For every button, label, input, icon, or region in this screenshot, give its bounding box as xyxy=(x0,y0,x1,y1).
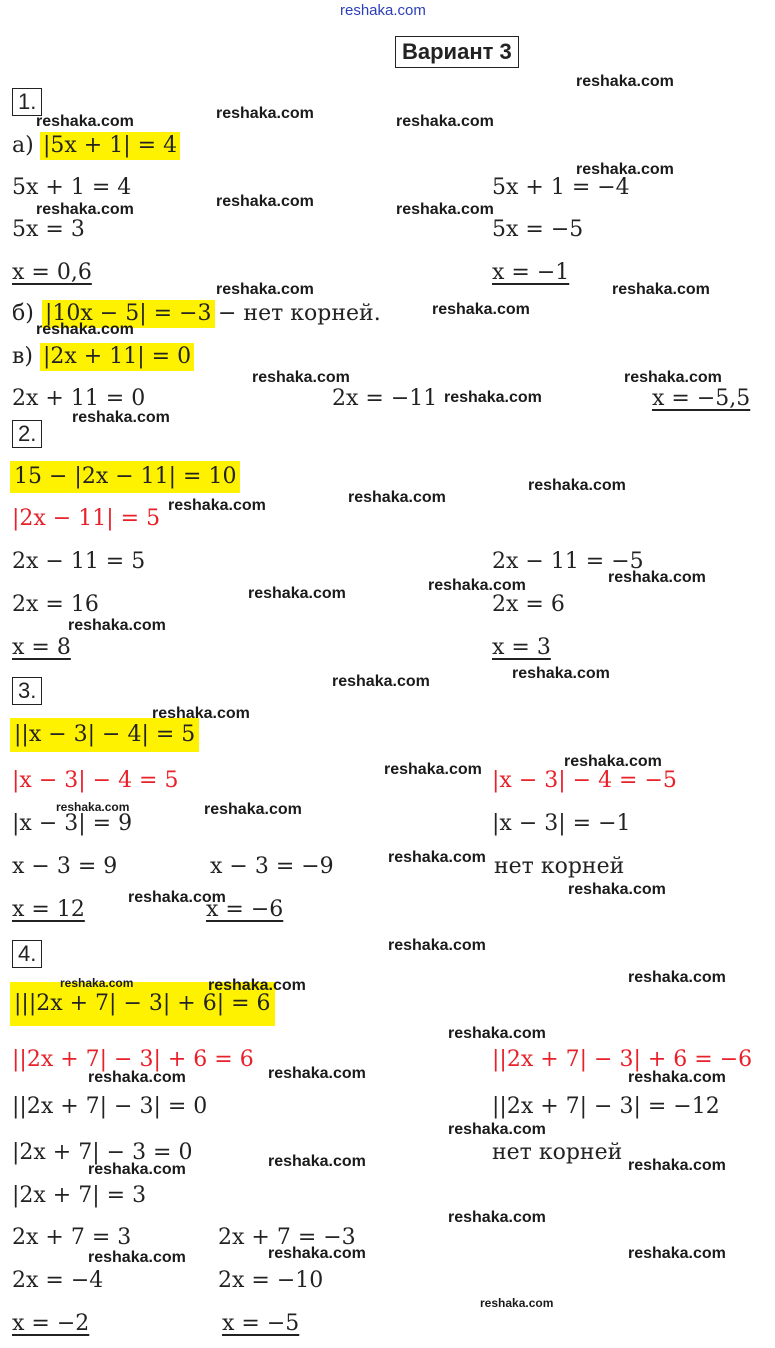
watermark: reshaka.com xyxy=(448,1121,546,1138)
watermark: reshaka.com xyxy=(608,569,706,586)
task-4-reduced-left: ||2x + 7| − 3| + 6 = 6 xyxy=(12,1047,254,1072)
watermark: reshaka.com xyxy=(152,705,250,722)
watermark: reshaka.com xyxy=(628,1245,726,1262)
task-4-number: 4. xyxy=(12,940,42,968)
task-2-equation: 15 − |2x − 11| = 10 xyxy=(10,461,240,493)
watermark: reshaka.com xyxy=(428,577,526,594)
task-1b-equation: |10x − 5| = −3 xyxy=(42,300,215,328)
watermark: reshaka.com xyxy=(384,761,482,778)
watermark: reshaka.com xyxy=(332,673,430,690)
watermark: reshaka.com xyxy=(36,113,134,130)
watermark: reshaka.com xyxy=(480,1296,554,1310)
task-1a-label: а) xyxy=(12,133,34,158)
watermark: reshaka.com xyxy=(204,801,302,818)
watermark: reshaka.com xyxy=(60,976,134,990)
watermark: reshaka.com xyxy=(268,1065,366,1082)
watermark: reshaka.com xyxy=(576,73,674,90)
task-3-left-step-2b: x − 3 = −9 xyxy=(210,854,334,879)
task-1a-left-answer: x = 0,6 xyxy=(12,260,92,285)
watermark: reshaka.com xyxy=(216,105,314,122)
task-1v-equation: |2x + 11| = 0 xyxy=(40,343,194,371)
task-3-right-step-1: |x − 3| = −1 xyxy=(492,811,631,836)
watermark: reshaka.com xyxy=(396,201,494,218)
task-4-left-step-1: ||2x + 7| − 3| = 0 xyxy=(12,1094,208,1119)
watermark: reshaka.com xyxy=(68,617,166,634)
watermark: reshaka.com xyxy=(88,1249,186,1266)
task-4-equation: |||2x + 7| − 3| + 6| = 6 xyxy=(10,982,275,1026)
watermark: reshaka.com xyxy=(216,193,314,210)
task-3-left-step-1: |x − 3| = 9 xyxy=(12,811,133,836)
task-1a-right-step-2: 5x = −5 xyxy=(492,217,584,242)
watermark: reshaka.com xyxy=(268,1245,366,1262)
task-2-reduced: |2x − 11| = 5 xyxy=(12,506,161,531)
watermark: reshaka.com xyxy=(628,969,726,986)
watermark: reshaka.com xyxy=(388,849,486,866)
page-title: Вариант 3 xyxy=(395,36,519,68)
watermark: reshaka.com xyxy=(628,1157,726,1174)
watermark: reshaka.com xyxy=(576,161,674,178)
watermark: reshaka.com xyxy=(128,889,226,906)
task-4-left-step-2: |2x + 7| − 3 = 0 xyxy=(12,1140,193,1165)
watermark: reshaka.com xyxy=(528,477,626,494)
watermark: reshaka.com xyxy=(432,301,530,318)
watermark: reshaka.com xyxy=(248,585,346,602)
task-4-answer-b: x = −5 xyxy=(222,1311,300,1336)
watermark: reshaka.com xyxy=(388,937,486,954)
task-3-left-step-2a: x − 3 = 9 xyxy=(12,854,118,879)
watermark: reshaka.com xyxy=(348,489,446,506)
task-1v-label: в) xyxy=(12,344,33,369)
watermark: reshaka.com xyxy=(252,369,350,386)
task-4-reduced-right: ||2x + 7| − 3| + 6 = −6 xyxy=(492,1047,753,1072)
watermark: reshaka.com xyxy=(56,800,130,814)
task-4-right-step-1: ||2x + 7| − 3| = −12 xyxy=(492,1094,720,1119)
task-4-step-5b: 2x = −10 xyxy=(218,1268,324,1293)
task-2-right-answer: x = 3 xyxy=(492,635,551,660)
task-2-left-step-1: 2x − 11 = 5 xyxy=(12,549,146,574)
task-1b-label: б) xyxy=(12,301,34,326)
task-1a-right-step-1: 5x + 1 = −4 xyxy=(492,175,630,200)
task-3-equation: ||x − 3| − 4| = 5 xyxy=(10,718,199,752)
task-2-number: 2. xyxy=(12,420,42,448)
watermark: reshaka.com xyxy=(36,201,134,218)
task-3-answer-a: x = 12 xyxy=(12,897,85,922)
watermark: reshaka.com xyxy=(624,369,722,386)
watermark: reshaka.com xyxy=(216,281,314,298)
watermark: reshaka.com xyxy=(512,665,610,682)
watermark: reshaka.com xyxy=(396,113,494,130)
task-3-answer-b: x = −6 xyxy=(206,897,284,922)
watermark: reshaka.com xyxy=(628,1069,726,1086)
task-3-right-no-roots: нет корней xyxy=(494,854,625,879)
task-1v-answer: x = −5,5 xyxy=(652,386,751,411)
watermark: reshaka.com xyxy=(564,753,662,770)
top-watermark: reshaka.com xyxy=(340,2,426,19)
task-4-right-no-roots: нет корней xyxy=(492,1140,623,1165)
watermark: reshaka.com xyxy=(72,409,170,426)
watermark: reshaka.com xyxy=(88,1069,186,1086)
task-2-right-step-2: 2x = 6 xyxy=(492,592,565,617)
watermark: reshaka.com xyxy=(444,389,542,406)
task-1a-left-step-2: 5x = 3 xyxy=(12,217,85,242)
task-4-step-4a: 2x + 7 = 3 xyxy=(12,1225,132,1250)
task-3-reduced-left: |x − 3| − 4 = 5 xyxy=(12,768,179,793)
task-2-left-answer: x = 8 xyxy=(12,635,71,660)
watermark: reshaka.com xyxy=(448,1209,546,1226)
watermark: reshaka.com xyxy=(612,281,710,298)
task-3-number: 3. xyxy=(12,677,42,705)
task-2-left-step-2: 2x = 16 xyxy=(12,592,99,617)
task-4-step-4b: 2x + 7 = −3 xyxy=(218,1225,356,1250)
watermark: reshaka.com xyxy=(36,321,134,338)
task-3-reduced-right: |x − 3| − 4 = −5 xyxy=(492,768,677,793)
task-2-right-step-1: 2x − 11 = −5 xyxy=(492,549,644,574)
task-4-left-step-3: |2x + 7| = 3 xyxy=(12,1183,147,1208)
watermark: reshaka.com xyxy=(88,1161,186,1178)
watermark: reshaka.com xyxy=(168,497,266,514)
task-1b-note: − нет корней. xyxy=(218,301,381,326)
task-1a-left-step-1: 5x + 1 = 4 xyxy=(12,175,132,200)
task-1a-right-answer: x = −1 xyxy=(492,260,570,285)
task-1v-step-1: 2x + 11 = 0 xyxy=(12,386,146,411)
task-1-number: 1. xyxy=(12,88,42,116)
task-4-answer-a: x = −2 xyxy=(12,1311,90,1336)
watermark: reshaka.com xyxy=(568,881,666,898)
watermark: reshaka.com xyxy=(448,1025,546,1042)
watermark: reshaka.com xyxy=(268,1153,366,1170)
watermark: reshaka.com xyxy=(208,977,306,994)
task-4-step-5a: 2x = −4 xyxy=(12,1268,104,1293)
task-1a-equation: |5x + 1| = 4 xyxy=(40,132,180,160)
task-1v-step-2: 2x = −11 xyxy=(332,386,438,411)
